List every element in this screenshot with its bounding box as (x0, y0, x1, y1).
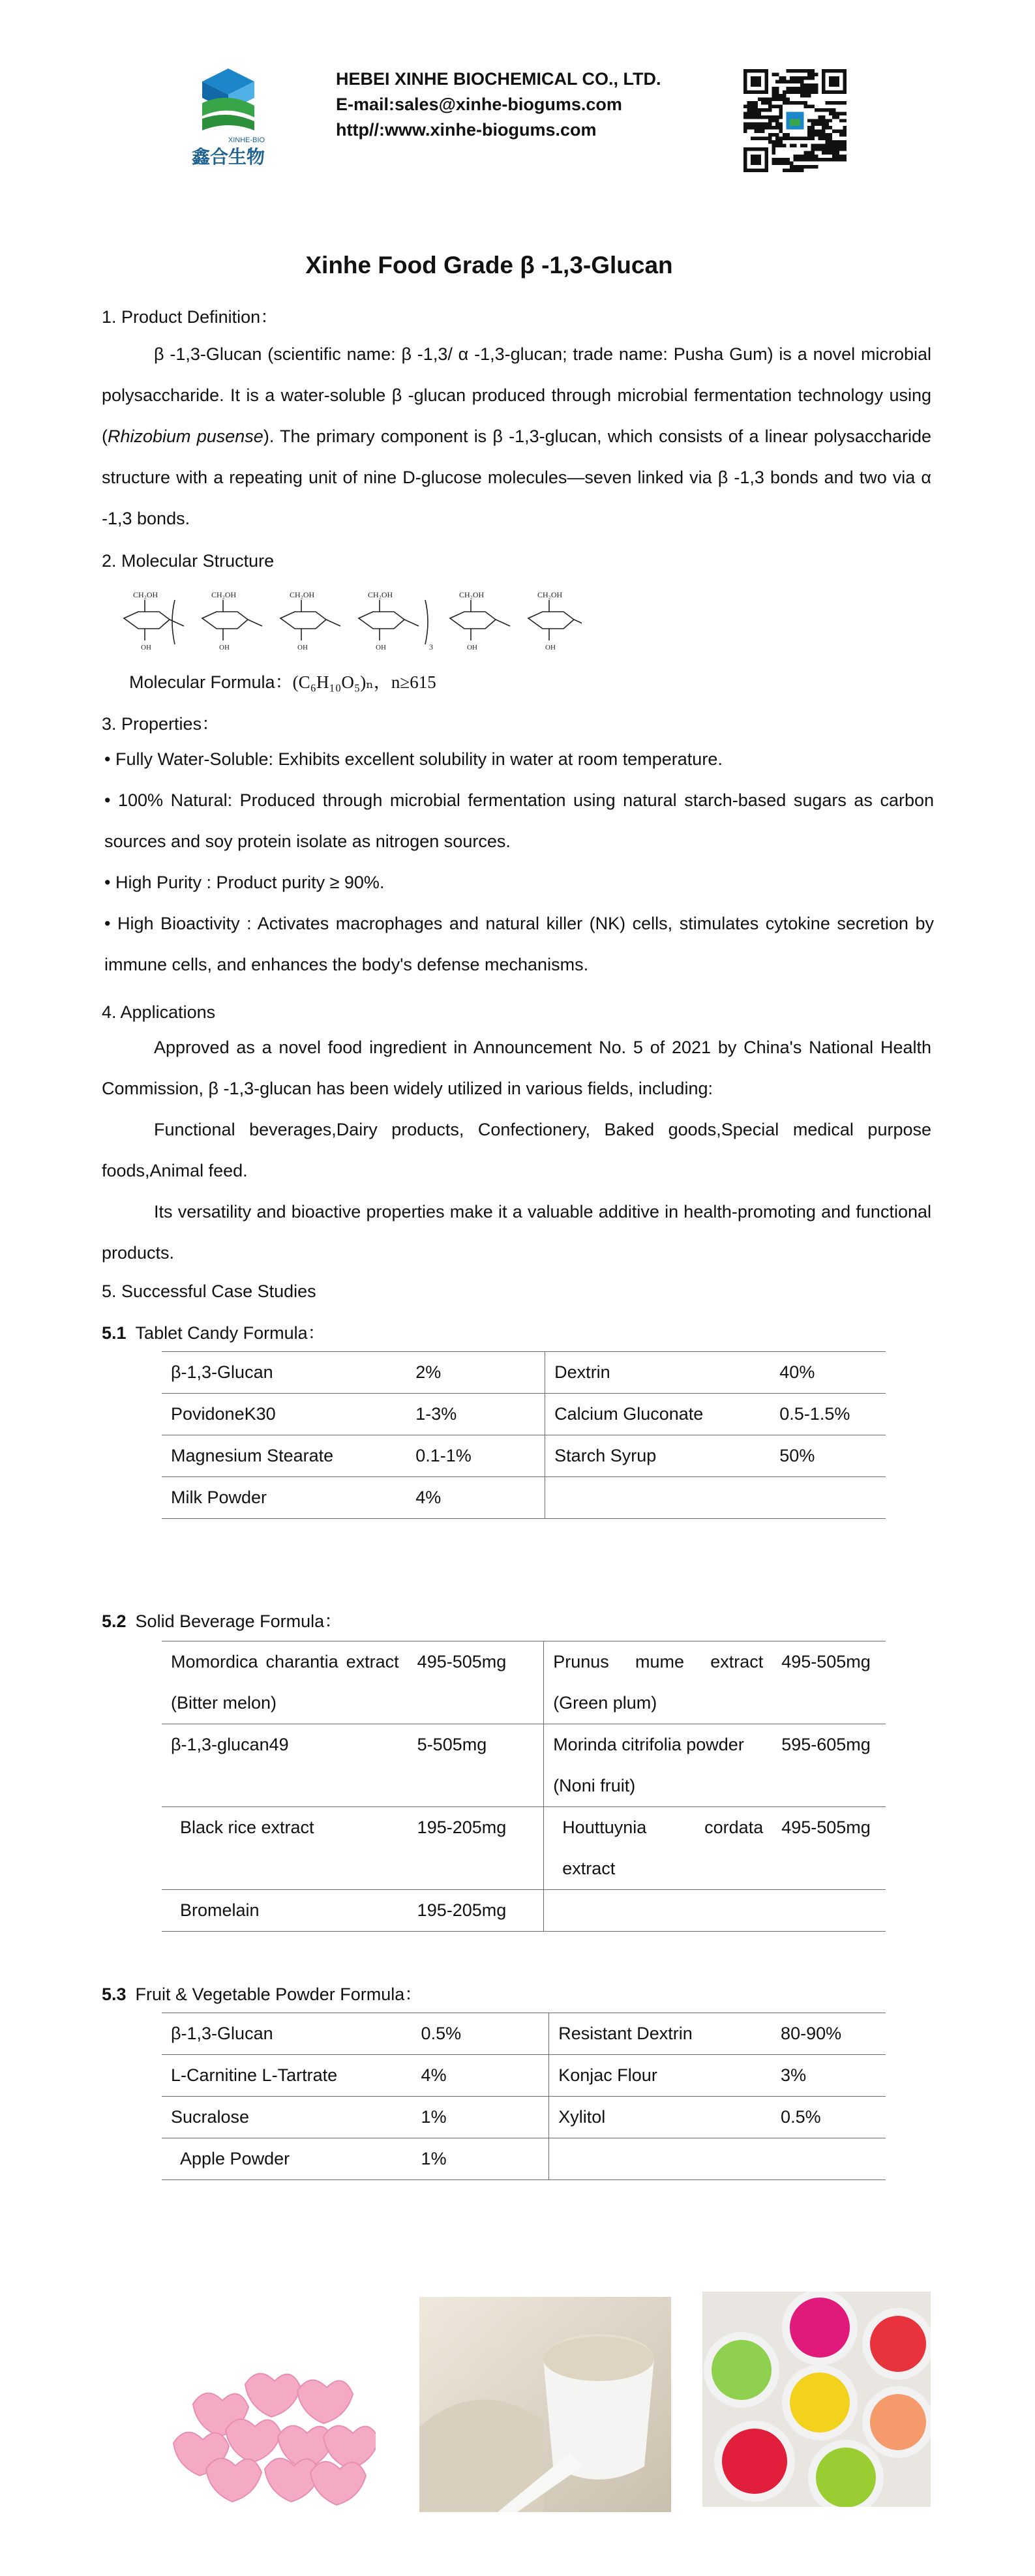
company-logo (176, 65, 280, 170)
formula-label: Molecular Formula： (129, 672, 293, 692)
logo-cn-text: 鑫合生物 (191, 146, 265, 168)
oh-label: OH (545, 644, 556, 651)
amount-cell: 40% (770, 1352, 886, 1394)
company-website[interactable]: http//:www.xinhe-biogums.com (336, 120, 597, 140)
amount-cell: 495-505mg (772, 1641, 886, 1724)
table-row (162, 2097, 886, 2138)
ingredient-cell (544, 1890, 773, 1932)
table-1-label: Tablet Candy Formula： (135, 1323, 325, 1343)
company-info (336, 67, 661, 143)
section-1-heading: 1. Product Definition： (102, 307, 278, 327)
amount-cell: 1-3% (406, 1394, 545, 1435)
qr-code (743, 69, 847, 172)
amount-cell: 4% (406, 1477, 545, 1519)
amount-cell: 0.1-1% (406, 1435, 545, 1477)
ingredient-cell (549, 2138, 772, 2180)
molecular-formula (129, 668, 436, 693)
oh-label: OH (219, 644, 230, 651)
ch2oh-label: CH₂OH (290, 590, 315, 599)
ingredient-cell: Houttuynia cordata extract (544, 1807, 773, 1890)
ingredient-cell: Magnesium Stearate (162, 1435, 406, 1477)
table-1-heading (102, 1320, 325, 1346)
amount-cell (772, 2138, 886, 2180)
ingredient-cell: Black rice extract (162, 1807, 408, 1890)
ingredient-cell: PovidoneK30 (162, 1394, 406, 1435)
oh-label: OH (141, 644, 151, 651)
amount-cell: 0.5% (412, 2013, 549, 2055)
table-row (162, 1724, 886, 1807)
table-2-number: 5.2 (102, 1611, 127, 1631)
oh-label: OH (297, 644, 308, 651)
table-row (162, 1435, 886, 1477)
table-row (162, 1477, 886, 1519)
ingredient-cell: Xylitol (549, 2097, 772, 2138)
amount-cell: 195-205mg (408, 1890, 544, 1932)
property-item: • 100% Natural: Produced through microbial fermentation using natural starch-based sugars as carbon sources and soy protein isolate as nitrogen sources. (104, 790, 934, 851)
ch2oh-label: CH₂OH (133, 590, 158, 599)
definition-text-b: ). The primary component is β -1,3-glucan, which consists of a linear polysaccharide structure with a repeating unit of nine D-glucose molecules—seven linked via β -1,3 bonds and two via α -1,3 bonds. (102, 427, 932, 528)
ingredient-cell: Resistant Dextrin (549, 2013, 772, 2055)
definition-text-a: β -1,3-Glucan (scientific name: β -1,3/ α -1,3-glucan; trade name: Pusha Gum) is a novel microbial polysaccharide. It is a water-soluble β -glucan produced through microbial fermentation technology using ( (102, 344, 931, 446)
amount-cell: 5-505mg (408, 1724, 544, 1807)
amount-cell: 1% (412, 2138, 549, 2180)
section-4-heading: 4. Applications (102, 1002, 216, 1022)
applications-paragraph-1: Approved as a novel food ingredient in Announcement No. 5 of 2021 by China's National Health Commission, β -1,3-glucan has been widely utilized in various fields, including: (102, 1038, 931, 1098)
amount-cell (770, 1477, 886, 1519)
amount-cell: 50% (770, 1435, 886, 1477)
amount-cell: 595-605mg (772, 1724, 886, 1807)
table-2-label: Solid Beverage Formula： (135, 1611, 342, 1631)
amount-cell: 495-505mg (772, 1807, 886, 1890)
oh-label: OH (376, 644, 386, 651)
table-3-number: 5.3 (102, 1984, 127, 2004)
table-row (162, 1641, 886, 1724)
company-email[interactable]: E-mail:sales@xinhe-biogums.com (336, 95, 622, 114)
amount-cell: 1% (412, 2097, 549, 2138)
table-row (162, 1394, 886, 1435)
amount-cell (772, 1890, 886, 1932)
amount-cell: 2% (406, 1352, 545, 1394)
section-2-heading: 2. Molecular Structure (102, 551, 275, 571)
company-name: HEBEI XINHE BIOCHEMICAL CO., LTD. (336, 69, 661, 89)
ingredient-cell: β-1,3-Glucan (162, 1352, 406, 1394)
amount-cell: 80-90% (772, 2013, 886, 2055)
ingredient-cell: Milk Powder (162, 1477, 406, 1519)
table-1-number: 5.1 (102, 1323, 127, 1343)
amount-cell: 195-205mg (408, 1807, 544, 1890)
ingredient-cell: Bromelain (162, 1890, 408, 1932)
ingredient-cell: Prunus mume extract (Green plum) (544, 1641, 773, 1724)
svg-text:3: 3 (429, 642, 433, 651)
qr-code-icon (743, 69, 847, 172)
colored-powders-photo (702, 2292, 931, 2507)
formula-value: (C₆H₁₀O₅)ₙ，n≥615 (292, 672, 436, 692)
table-row (162, 2013, 886, 2055)
table-row (162, 1807, 886, 1890)
product-definition-paragraph (102, 334, 931, 539)
ingredient-cell: Morinda citrifolia powder (Noni fruit) (544, 1724, 773, 1807)
amount-cell: 4% (412, 2055, 549, 2097)
ingredient-cell: β-1,3-Glucan (162, 2013, 412, 2055)
pink-tablets-photo (167, 2306, 376, 2512)
oh-label: OH (467, 644, 477, 651)
ch2oh-label: CH₂OH (459, 590, 485, 599)
molecular-structure-diagram (112, 586, 582, 657)
table-3-heading (102, 1981, 422, 2007)
ingredient-cell: Starch Syrup (545, 1435, 771, 1477)
table-row (162, 1352, 886, 1394)
amount-cell: 3% (772, 2055, 886, 2097)
ingredient-cell: Momordica charantia extract (Bitter melon) (162, 1641, 408, 1724)
ingredient-cell: L-Carnitine L-Tartrate (162, 2055, 412, 2097)
amount-cell: 0.5% (772, 2097, 886, 2138)
solid-beverage-formula-table (162, 1641, 886, 1932)
table-row (162, 1890, 886, 1932)
table-2-heading (102, 1608, 342, 1634)
fruit-vegetable-powder-formula-table (162, 2013, 886, 2180)
ingredient-cell: Konjac Flour (549, 2055, 772, 2097)
ch2oh-label: CH₂OH (537, 590, 563, 599)
page-title: Xinhe Food Grade β -1,3-Glucan (305, 252, 673, 278)
property-item: • High Bioactivity : Activates macrophages and natural killer (NK) cells, stimulates cytokine secretion by immune cells, and enhances the body's defense mechanisms. (104, 914, 934, 974)
ingredient-cell: Sucralose (162, 2097, 412, 2138)
logo-icon (176, 65, 280, 170)
powder-scoop-photo (419, 2297, 671, 2512)
table-3-label: Fruit & Vegetable Powder Formula： (135, 1984, 423, 2004)
ingredient-cell: Dextrin (545, 1352, 771, 1394)
ch2oh-label: CH₂OH (368, 590, 393, 599)
definition-text-italic: Rhizobium pusense (108, 427, 263, 446)
glucan-structure-icon (112, 586, 582, 657)
logo-text: XINHE-BIO (228, 136, 265, 144)
table-row (162, 2138, 886, 2180)
applications-paragraph-2: Functional beverages,Dairy products, Confectionery, Baked goods,Special medical purpose foods,Animal feed. (102, 1120, 931, 1180)
ingredient-cell: β-1,3-glucan49 (162, 1724, 408, 1807)
ingredient-cell: Calcium Gluconate (545, 1394, 771, 1435)
section-3-heading: 3. Properties： (102, 714, 220, 734)
property-item: • High Purity : Product purity ≥ 90%. (104, 873, 385, 892)
amount-cell: 495-505mg (408, 1641, 544, 1724)
applications-paragraph-3: Its versatility and bioactive properties make it a valuable additive in health-promoting and functional products. (102, 1202, 931, 1263)
ingredient-cell: Apple Powder (162, 2138, 412, 2180)
ingredient-cell (545, 1477, 771, 1519)
property-item: • Fully Water-Soluble: Exhibits excellent solubility in water at room temperature. (104, 749, 723, 769)
ch2oh-label: CH₂OH (211, 590, 237, 599)
amount-cell: 0.5-1.5% (770, 1394, 886, 1435)
section-5-heading: 5. Successful Case Studies (102, 1281, 316, 1301)
tablet-candy-formula-table (162, 1351, 886, 1519)
table-row (162, 2055, 886, 2097)
